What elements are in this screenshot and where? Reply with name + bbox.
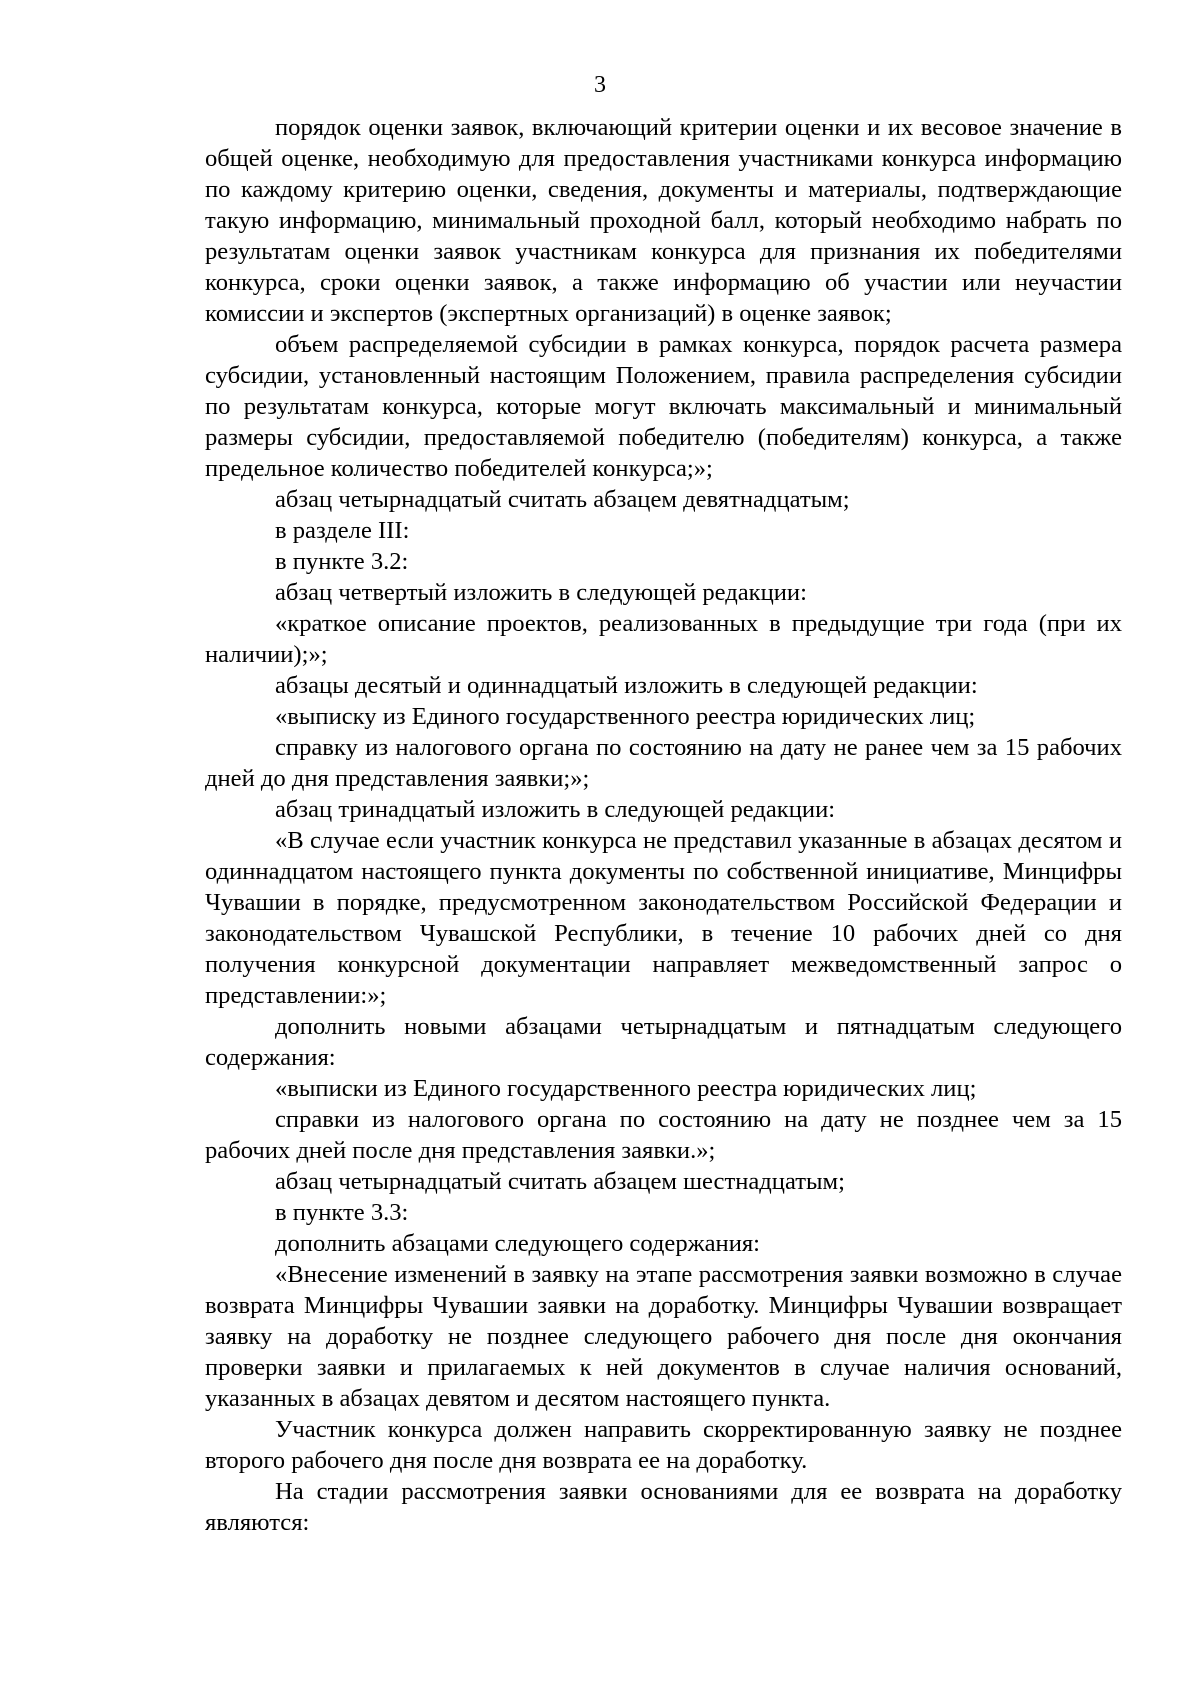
paragraph-clause-3-3: в пункте 3.3: (275, 1199, 409, 1226)
paragraph-thirteenth-amend: абзац тринадцатый изложить в следующей редакции: (275, 796, 836, 823)
paragraph-return-grounds: На стадии рассмотрения заявки основаниями для ее возврата на доработку являются: (205, 1478, 1122, 1536)
paragraph-add-paragraphs: дополнить абзацами следующего содержания: (275, 1230, 761, 1257)
paragraph-resubmission-deadline: Участник конкурса должен направить скорректированную заявку не позднее второго рабочего дня после дня возврата ее на доработку. (205, 1416, 1122, 1474)
paragraph-clause-3-2: в пункте 3.2: (275, 548, 409, 575)
paragraph-fourteenth-renumber: абзац четырнадцатый считать абзацем девятнадцатым; (275, 486, 850, 513)
paragraph-interagency-request: «В случае если участник конкурса не представил указанные в абзацах десятом и одиннадцатом настоящего пункта документы по собственной инициативе, Минцифры Чувашии в порядке, предусмотренном законодательством Российской Федерации и законодательством Чувашской Республики, в течение 10 рабочих дней со дня получения конкурсной документации направляет межведомственный запрос о представлении:»; (205, 827, 1122, 1009)
paragraph-tax-certificates: справки из налогового органа по состоянию на дату не позднее чем за 15 рабочих дней после дня представления заявки.»; (205, 1106, 1122, 1164)
paragraph-projects-description: «краткое описание проектов, реализованных в предыдущие три года (при их наличии);»; (205, 610, 1122, 668)
paragraph-evaluation-procedure: порядок оценки заявок, включающий критерии оценки и их весовое значение в общей оценке, необходимую для предоставления участниками конкурса информацию по каждому критерию оценки, сведения, документы и материалы, подтверждающие такую информацию, минимальный проходной балл, который необходимо набрать по результатам оценки заявок участникам конкурса для признания их победителями конкурса, сроки оценки заявок, а также информацию об участии или неучастии комиссии и экспертов (экспертных организаций) в оценке заявок; (205, 114, 1122, 327)
document-body (205, 112, 1122, 1538)
paragraph-tenth-eleventh-amend: абзацы десятый и одиннадцатый изложить в следующей редакции: (275, 672, 978, 699)
paragraph-fourteenth-to-sixteenth: абзац четырнадцатый считать абзацем шестнадцатым; (275, 1168, 845, 1195)
page-number: 3 (594, 72, 606, 98)
paragraph-section-three: в разделе III: (275, 517, 410, 544)
paragraph-application-changes: «Внесение изменений в заявку на этапе рассмотрения заявки возможно в случае возврата Минцифры Чувашии заявки на доработку. Минцифры Чувашии возвращает заявку на доработку не позднее следующего рабочего дня после дня окончания проверки заявки и прилагаемых к ней документов в случае наличия оснований, указанных в абзацах девятом и десятом настоящего пункта. (205, 1261, 1122, 1412)
paragraph-registry-extract: «выписку из Единого государственного реестра юридических лиц; (275, 703, 976, 730)
paragraph-fourth-amend: абзац четвертый изложить в следующей редакции: (275, 579, 807, 606)
paragraph-registry-extracts: «выписки из Единого государственного реестра юридических лиц; (275, 1075, 977, 1102)
paragraph-subsidy-volume: объем распределяемой субсидии в рамках конкурса, порядок расчета размера субсидии, установленный настоящим Положением, правила распределения субсидии по результатам конкурса, которые могут включать максимальный и минимальный размеры субсидии, предоставляемой победителю (победителям) конкурса, а также предельное количество победителей конкурса;»; (205, 331, 1122, 482)
paragraph-add-new-paragraphs: дополнить новыми абзацами четырнадцатым и пятнадцатым следующего содержания: (205, 1013, 1122, 1071)
paragraph-tax-certificate: справку из налогового органа по состоянию на дату не ранее чем за 15 рабочих дней до дня представления заявки;»; (205, 734, 1122, 792)
